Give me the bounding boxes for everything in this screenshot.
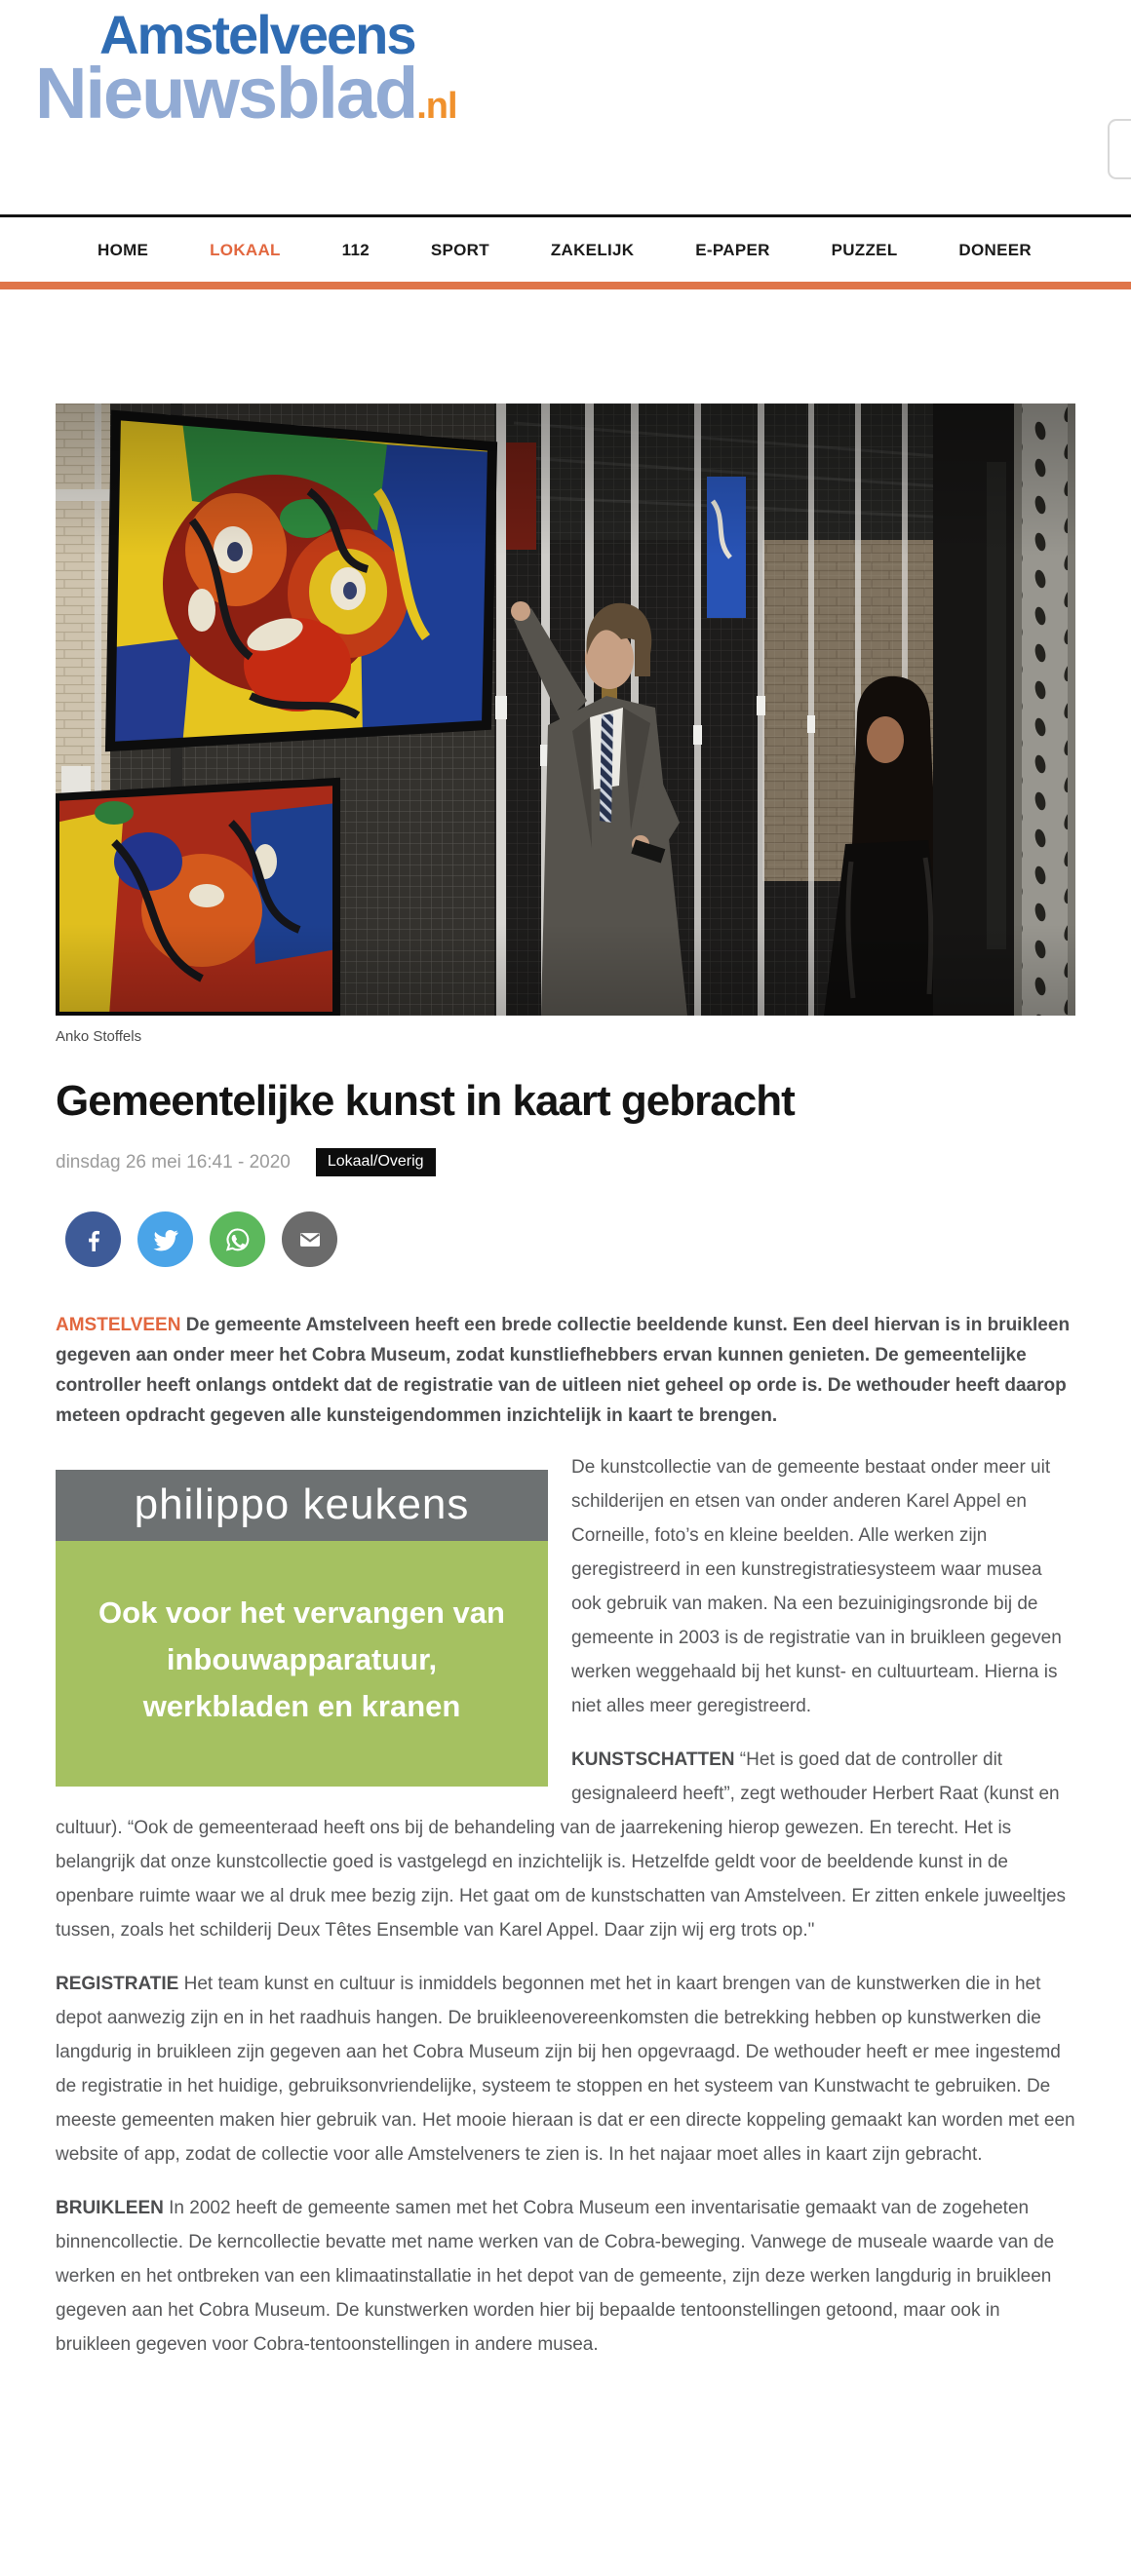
ad-brand: philippo keukens [56, 1470, 548, 1541]
whatsapp-share-button[interactable] [210, 1211, 265, 1267]
whatsapp-icon [223, 1225, 253, 1254]
nav-item-home[interactable]: HOME [98, 241, 149, 259]
article-date: dinsdag 26 mei 16:41 - 2020 [56, 1151, 291, 1173]
paragraph [56, 1967, 1075, 2172]
advertisement[interactable] [56, 1470, 548, 1787]
ad-message: Ook voor het vervangen van inbouwapparatuur, werkbladen en kranen [56, 1541, 548, 1787]
article-title: Gemeentelijke kunst in kaart gebracht [56, 1077, 795, 1125]
nav-item-zakelijk[interactable]: ZAKELIJK [550, 241, 635, 259]
share-bar [56, 1211, 1075, 1267]
nav-item-lokaal[interactable]: LOKAAL [210, 241, 281, 259]
email-icon [295, 1225, 325, 1254]
article [56, 404, 1075, 2362]
paragraph-lead: BRUIKLEEN [56, 2198, 164, 2218]
email-share-button[interactable] [282, 1211, 337, 1267]
article-intro [56, 1310, 1075, 1431]
site-header [0, 0, 1131, 185]
logo-line2-text: Nieuwsblad [35, 52, 417, 134]
facebook-share-button[interactable] [65, 1211, 121, 1267]
paragraph-text: De kunstcollectie van de gemeente bestaat onder meer uit schilderijen en etsen van onder anderen Karel Appel en Corneille, foto’s en kleine beelden. Alle werken zijn geregistreerd in een kunstregistratiesysteem waar musea ook gebruik van maken. Na een bezuinigingsronde bij de gemeente in 2003 is de registratie van in bruikleen gegeven werken weggehaald bij het kunst- en cultuurteam. Hierna is niet alles meer geregistreerd. [571, 1457, 1062, 1716]
logo-tld: .nl [416, 85, 457, 127]
facebook-icon [79, 1225, 108, 1254]
hero-photo [56, 404, 1075, 1016]
main-nav [0, 217, 1131, 282]
nav-item-112[interactable]: 112 [341, 241, 370, 259]
twitter-icon [151, 1225, 180, 1254]
logo-line2 [35, 52, 457, 134]
nav-item-epaper[interactable]: E-PAPER [695, 241, 770, 259]
paragraph [56, 2191, 1075, 2362]
corner-widget[interactable] [1108, 119, 1131, 179]
nav-item-sport[interactable]: SPORT [430, 241, 489, 259]
logo-line1: Amstelveens [99, 4, 415, 65]
paragraph-text: “Het is goed dat de controller dit gesignaleerd heeft”, zegt wethouder Herbert Raat (kunst en cultuur). “Ook de gemeenteraad heeft ons bij de behandeling van de jaarrekening hierop gewezen. En terecht. Het is belangrijk dat onze kunstcollectie goed is vastgelegd en inzichtelijk is. Hetzelfde geldt voor de beeldende kunst in de openbare ruimte waar we al druk mee bezig zijn. Het gaat om de kunstschatten van Amstelveen. Er zitten enkele juweeltjes tussen, zoals het schilderij Deux Têtes Ensemble van Karel Appel. Daar zijn wij erg trots op." [56, 1749, 1067, 1941]
paragraph-text: In 2002 heeft de gemeente samen met het Cobra Museum een inventarisatie gemaakt van de zogeheten binnencollectie. De kerncollectie bevatte met name werken van de Cobra-beweging. Vanwege de museale waarde van de werken en het ontbreken van een klimaatinstallatie in het depot van de gemeente, zijn deze werken langdurig in bruikleen gegeven aan het Cobra Museum. De kunstwerken worden hier bij bepaalde tentoonstellingen getoond, maar ook in bruikleen gegeven voor Cobra-tentoonstellingen in andere musea. [56, 2198, 1055, 2355]
paragraph-text: Het team kunst en cultuur is inmiddels begonnen met het in kaart brengen van de kunstwerken die in het depot aanwezig zijn en in het raadhuis hangen. De bruikleenovereenkomsten die betrekking hebben op kunstwerken die langdurig in bruikleen zijn gegeven aan het Cobra Museum zijn bij hen opgevraagd. De wethouder heeft er mee ingestemd de registratie in het huidige, gebruiksonvriendelijke, systeem te stoppen en het systeem van Kunstwacht te gebruiken. De meeste gemeenten maken hier gebruik van. Het mooie hieraan is dat er een directe koppeling gemaakt kan worden met een website of app, zodat de collectie voor alle Amstelveners te zien is. In het najaar moet alles in kaart zijn gebracht. [56, 1974, 1075, 2165]
twitter-share-button[interactable] [137, 1211, 193, 1267]
photo-credit: Anko Stoffels [56, 1028, 142, 1045]
nav-accent-bar [0, 282, 1131, 289]
nav-item-doneer[interactable]: DONEER [958, 241, 1032, 259]
site-logo[interactable] [35, 4, 457, 134]
article-body [56, 1310, 1075, 2362]
paragraph-lead: REGISTRATIE [56, 1974, 179, 1994]
nav-item-puzzel[interactable]: PUZZEL [831, 241, 898, 259]
intro-dateline: AMSTELVEEN [56, 1315, 181, 1335]
hero-photo-illustration [56, 404, 1075, 1016]
paragraph-lead: KUNSTSCHATTEN [571, 1749, 735, 1770]
intro-text: De gemeente Amstelveen heeft een brede collectie beeldende kunst. Een deel hiervan is in bruikleen gegeven aan onder meer het Cobra Museum, zodat kunstliefhebbers ervan kunnen genieten. De gemeentelijke controller heeft onlangs ontdekt dat de registratie van de uitleen niet geheel op orde is. De wethouder heeft daarop meteen opdracht gegeven alle kunsteigendommen inzichtelijk in kaart te brengen. [56, 1315, 1071, 1426]
category-badge[interactable]: Lokaal/Overig [316, 1148, 436, 1176]
article-meta [56, 1148, 1075, 1176]
